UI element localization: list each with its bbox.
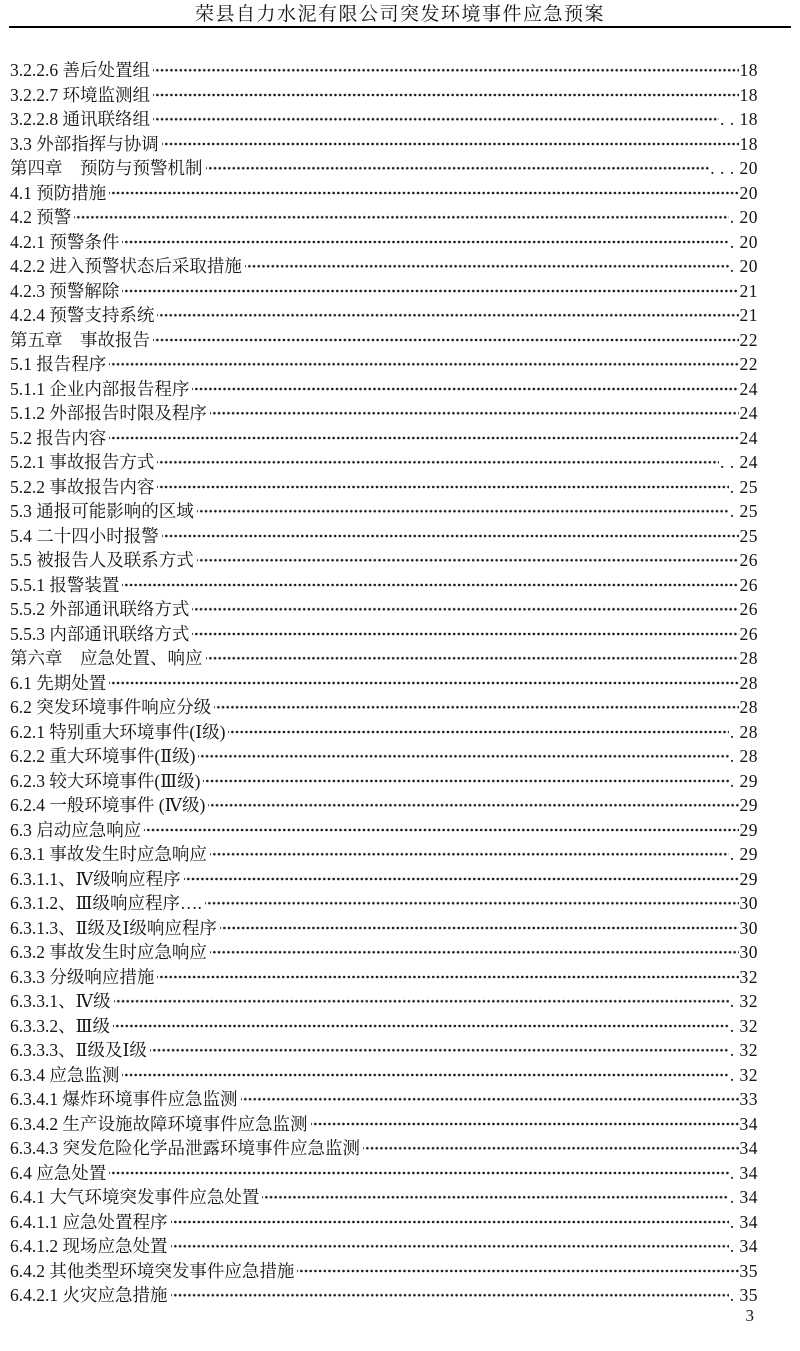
toc-entry-page: . 25 bbox=[729, 501, 758, 521]
toc-entry-label: 3.2.2.7 环境监测组 bbox=[10, 84, 150, 105]
toc-dot-leader bbox=[162, 132, 739, 157]
toc-entry-label: 3.2.2.8 通讯联络组 bbox=[10, 109, 150, 129]
toc-dot-leader bbox=[205, 891, 739, 916]
toc-dot-leader bbox=[157, 475, 728, 500]
toc-dot-leader bbox=[184, 867, 739, 892]
toc-dot-leader bbox=[228, 720, 728, 745]
toc-entry bbox=[10, 377, 758, 402]
toc-entry bbox=[10, 1087, 758, 1112]
toc-entry-page: 26 bbox=[739, 623, 758, 644]
toc-entry-label: 6.4.1.1 应急处置程序 bbox=[10, 1211, 168, 1232]
toc-dot-leader bbox=[206, 156, 710, 181]
toc-entry bbox=[10, 867, 758, 892]
toc-dot-leader bbox=[210, 842, 729, 867]
toc-entry-page: 29 bbox=[739, 868, 758, 889]
toc-entry-label: 6.3.1.2、Ⅲ级响应程序…. bbox=[10, 893, 202, 913]
toc-dot-leader bbox=[109, 181, 738, 206]
toc-dot-leader bbox=[192, 622, 738, 647]
toc-entry bbox=[10, 1185, 758, 1210]
toc-entry-page: . . 24 bbox=[720, 452, 758, 472]
toc-entry-page: . 32 bbox=[729, 1040, 758, 1060]
toc-entry-label: 5.1.2 外部报告时限及程序 bbox=[10, 403, 207, 423]
toc-entry bbox=[10, 352, 758, 377]
toc-entry-label: 6.4 应急处置 bbox=[10, 1162, 107, 1183]
toc-entry bbox=[10, 254, 758, 279]
toc-entry bbox=[10, 450, 758, 475]
toc-dot-leader bbox=[114, 989, 729, 1014]
toc-entry-label: 6.2.4 一般环境事件 (Ⅳ级) bbox=[10, 795, 206, 815]
toc-entry-label: 6.3.3.1、Ⅳ级 bbox=[10, 991, 111, 1011]
toc-entry-page: . 34 bbox=[729, 1211, 758, 1232]
toc-entry-page: 21 bbox=[739, 305, 758, 325]
toc-entry-page: . . . 20 bbox=[710, 158, 758, 178]
toc-entry bbox=[10, 132, 758, 157]
toc-entry-label: 6.3.4.2 生产设施故障环境事件应急监测 bbox=[10, 1113, 308, 1134]
toc-dot-leader bbox=[113, 1014, 729, 1039]
toc-entry-label: 5.2.2 事故报告内容 bbox=[10, 476, 155, 497]
toc-entry-label: 5.3 通报可能影响的区域 bbox=[10, 501, 194, 521]
toc-dot-leader bbox=[171, 1234, 729, 1259]
toc-dot-leader bbox=[171, 1210, 729, 1235]
toc-entry-label: 5.1.1 企业内部报告程序 bbox=[10, 378, 190, 399]
toc-entry-page: 30 bbox=[739, 917, 758, 938]
toc-entry bbox=[10, 524, 758, 549]
toc-entry-page: 32 bbox=[739, 966, 758, 987]
toc-entry-label: 5.5.1 报警装置 bbox=[10, 574, 120, 595]
toc-entry-label: 6.4.2 其他类型环境突发事件应急措施 bbox=[10, 1260, 295, 1281]
toc-dot-leader bbox=[241, 1087, 739, 1112]
toc-entry bbox=[10, 818, 758, 843]
toc-entry bbox=[10, 891, 758, 916]
toc-entry-label: 6.3 启动应急响应 bbox=[10, 819, 142, 840]
toc-entry-label: 第六章 应急处置、响应 bbox=[10, 648, 203, 668]
toc-entry bbox=[10, 573, 758, 598]
toc-entry-page: 34 bbox=[739, 1113, 758, 1134]
toc-entry-label: 4.2 预警 bbox=[10, 207, 72, 227]
toc-entry bbox=[10, 720, 758, 745]
toc-entry-label: 6.4.1.2 现场应急处置 bbox=[10, 1236, 168, 1256]
toc-entry-label: 第四章 预防与预警机制 bbox=[10, 158, 203, 178]
toc-dot-leader bbox=[144, 818, 738, 843]
toc-entry-page: 35 bbox=[739, 1260, 758, 1281]
toc-entry-label: 4.2.4 预警支持系统 bbox=[10, 305, 155, 325]
toc-entry bbox=[10, 769, 758, 794]
toc-entry bbox=[10, 548, 758, 573]
toc-entry-page: 28 bbox=[739, 648, 758, 668]
toc-entry bbox=[10, 230, 758, 255]
toc-entry bbox=[10, 1038, 758, 1063]
toc-dot-leader bbox=[157, 965, 738, 990]
toc-entry bbox=[10, 1136, 758, 1161]
toc-entry-label: 4.1 预防措施 bbox=[10, 182, 107, 203]
toc-dot-leader bbox=[297, 1259, 738, 1284]
toc-dot-leader bbox=[157, 450, 719, 475]
document-header bbox=[9, 0, 791, 28]
toc-entry-page: . 25 bbox=[729, 476, 758, 497]
toc-entry-label: 6.2.1 特别重大环境事件(Ⅰ级) bbox=[10, 721, 226, 742]
toc-dot-leader bbox=[153, 107, 719, 132]
toc-dot-leader bbox=[192, 377, 738, 402]
toc-entry bbox=[10, 1210, 758, 1235]
toc-entry-page: . 20 bbox=[729, 256, 758, 276]
toc-dot-leader bbox=[162, 524, 739, 549]
toc-entry-label: 6.3.3.2、Ⅲ级 bbox=[10, 1015, 111, 1036]
toc-entry-label: 第五章 事故报告 bbox=[10, 329, 150, 350]
toc-entry-page: 22 bbox=[739, 329, 758, 350]
toc-entry bbox=[10, 83, 758, 108]
toc-entry bbox=[10, 181, 758, 206]
toc-entry bbox=[10, 940, 758, 965]
toc-dot-leader bbox=[210, 940, 739, 965]
toc-entry-page: . 32 bbox=[729, 1064, 758, 1085]
toc-entry bbox=[10, 622, 758, 647]
toc-entry bbox=[10, 1259, 758, 1284]
toc-entry bbox=[10, 303, 758, 328]
toc-dot-leader bbox=[311, 1112, 739, 1137]
toc-entry-page: 29 bbox=[739, 795, 758, 815]
toc-entry-label: 6.3.2 事故发生时应急响应 bbox=[10, 942, 207, 962]
toc-entry-page: 28 bbox=[739, 697, 758, 717]
toc-entry-label: 6.3.3.3、Ⅱ级及Ⅰ级 bbox=[10, 1040, 147, 1060]
toc-entry-label: 4.2.3 预警解除 bbox=[10, 280, 120, 301]
toc-entry bbox=[10, 499, 758, 524]
toc-entry-page: 30 bbox=[739, 942, 758, 962]
toc-entry bbox=[10, 107, 758, 132]
toc-entry bbox=[10, 695, 758, 720]
toc-entry-page: 25 bbox=[739, 525, 758, 546]
toc-entry-label: 4.2.1 预警条件 bbox=[10, 231, 120, 252]
toc-entry-label: 6.1 先期处置 bbox=[10, 672, 107, 693]
toc-entry-page: 33 bbox=[739, 1089, 758, 1109]
toc-dot-leader bbox=[198, 744, 728, 769]
toc-entry-label: 5.5.3 内部通讯联络方式 bbox=[10, 623, 190, 644]
toc-entry-label: 6.4.2.1 火灾应急措施 bbox=[10, 1285, 168, 1305]
toc-entry-label: 5.4 二十四小时报警 bbox=[10, 525, 159, 546]
toc-entry bbox=[10, 1234, 758, 1259]
toc-entry bbox=[10, 793, 758, 818]
toc-dot-leader bbox=[122, 279, 738, 304]
toc-entry-label: 3.3 外部指挥与协调 bbox=[10, 133, 159, 154]
toc-entry-page: 34 bbox=[739, 1138, 758, 1158]
toc-entry bbox=[10, 58, 758, 83]
toc-entry-page: . 20 bbox=[729, 231, 758, 252]
toc-entry-page: . 29 bbox=[729, 770, 758, 791]
toc-dot-leader bbox=[150, 1038, 729, 1063]
toc-dot-leader bbox=[208, 793, 738, 818]
toc-entry-page: . . 18 bbox=[720, 109, 758, 129]
toc-dot-leader bbox=[262, 1185, 728, 1210]
toc-entry-label: 6.2 突发环境事件响应分级 bbox=[10, 697, 212, 717]
toc-entry-page: . 28 bbox=[729, 746, 758, 766]
toc-dot-leader bbox=[153, 328, 739, 353]
toc-entry-page: 20 bbox=[739, 182, 758, 203]
toc-entry-label: 5.5.2 外部通讯联络方式 bbox=[10, 599, 190, 619]
toc-entry-label: 6.3.1.1、Ⅳ级响应程序 bbox=[10, 868, 181, 889]
toc-dot-leader bbox=[210, 401, 739, 426]
toc-entry bbox=[10, 1112, 758, 1137]
toc-entry-page: . 32 bbox=[729, 991, 758, 1011]
toc-dot-leader bbox=[171, 1283, 729, 1308]
toc-entry-page: 29 bbox=[739, 819, 758, 840]
toc-entry-page: 18 bbox=[739, 133, 758, 154]
toc-entry-page: . 20 bbox=[729, 207, 758, 227]
toc-entry bbox=[10, 1014, 758, 1039]
toc-dot-leader bbox=[109, 426, 738, 451]
toc-entry bbox=[10, 328, 758, 353]
toc-dot-leader bbox=[220, 916, 739, 941]
toc-entry-label: 6.3.1.3、Ⅱ级及Ⅰ级响应程序 bbox=[10, 917, 217, 938]
toc-dot-leader bbox=[153, 58, 739, 83]
toc-dot-leader bbox=[203, 769, 728, 794]
toc-entry-label: 4.2.2 进入预警状态后采取措施 bbox=[10, 256, 242, 276]
toc-dot-leader bbox=[109, 1161, 729, 1186]
toc-entry-label: 6.2.3 较大环境事件(Ⅲ级) bbox=[10, 770, 201, 791]
toc-entry-page: 18 bbox=[739, 84, 758, 105]
toc-entry bbox=[10, 475, 758, 500]
toc-entry-page: 24 bbox=[739, 427, 758, 448]
toc-entry bbox=[10, 156, 758, 181]
toc-entry bbox=[10, 965, 758, 990]
toc-entry bbox=[10, 279, 758, 304]
toc-entry-page: . 34 bbox=[729, 1236, 758, 1256]
toc-entry-page: 22 bbox=[739, 354, 758, 374]
toc-dot-leader bbox=[214, 695, 738, 720]
toc-entry bbox=[10, 1283, 758, 1308]
toc-entry-page: 26 bbox=[739, 550, 758, 570]
toc-entry-label: 6.3.4 应急监测 bbox=[10, 1064, 120, 1085]
toc-entry bbox=[10, 205, 758, 230]
toc-entry bbox=[10, 916, 758, 941]
toc-entry-label: 6.4.1 大气环境突发事件应急处置 bbox=[10, 1187, 260, 1207]
toc-dot-leader bbox=[122, 573, 738, 598]
toc-entry-label: 3.2.2.6 善后处置组 bbox=[10, 60, 150, 80]
toc-entry-label: 5.2.1 事故报告方式 bbox=[10, 452, 155, 472]
toc-entry-page: 26 bbox=[739, 574, 758, 595]
toc-dot-leader bbox=[363, 1136, 739, 1161]
toc-entry-page: 28 bbox=[739, 672, 758, 693]
toc-entry-label: 5.5 被报告人及联系方式 bbox=[10, 550, 194, 570]
toc-entry bbox=[10, 597, 758, 622]
toc-entry bbox=[10, 744, 758, 769]
document-header-title: 荣县自力水泥有限公司突发环境事件应急预案 bbox=[194, 4, 605, 25]
toc-entry-page: 18 bbox=[739, 60, 758, 80]
toc-dot-leader bbox=[122, 230, 728, 255]
toc-entry-label: 5.2 报告内容 bbox=[10, 427, 107, 448]
toc-entry-page: 30 bbox=[739, 893, 758, 913]
toc-entry-page: 24 bbox=[739, 403, 758, 423]
toc-entry-page: . 35 bbox=[729, 1285, 758, 1305]
toc-entry bbox=[10, 842, 758, 867]
toc-entry-page: . 28 bbox=[729, 721, 758, 742]
toc-entry-label: 6.3.3 分级响应措施 bbox=[10, 966, 155, 987]
toc-entry-page: . 29 bbox=[729, 844, 758, 864]
toc-entry bbox=[10, 1063, 758, 1088]
toc-dot-leader bbox=[197, 548, 739, 573]
toc-dot-leader bbox=[122, 1063, 728, 1088]
toc-dot-leader bbox=[157, 303, 738, 328]
toc-dot-leader bbox=[109, 671, 738, 696]
toc-entry bbox=[10, 426, 758, 451]
toc-entry-page: . 34 bbox=[729, 1162, 758, 1183]
toc-entry bbox=[10, 646, 758, 671]
toc-dot-leader bbox=[74, 205, 729, 230]
page-number: 3 bbox=[745, 1306, 754, 1325]
toc-entry-label: 6.2.2 重大环境事件(Ⅱ级) bbox=[10, 746, 196, 766]
toc-dot-leader bbox=[206, 646, 739, 671]
toc-entry bbox=[10, 1161, 758, 1186]
toc-entry-label: 5.1 报告程序 bbox=[10, 354, 107, 374]
table-of-contents bbox=[10, 58, 758, 1308]
toc-dot-leader bbox=[197, 499, 729, 524]
toc-entry bbox=[10, 401, 758, 426]
toc-entry-page: 24 bbox=[739, 378, 758, 399]
toc-entry-page: 26 bbox=[739, 599, 758, 619]
toc-entry bbox=[10, 671, 758, 696]
toc-entry-page: 21 bbox=[739, 280, 758, 301]
toc-dot-leader bbox=[192, 597, 738, 622]
toc-entry-label: 6.3.1 事故发生时应急响应 bbox=[10, 844, 207, 864]
toc-dot-leader bbox=[245, 254, 729, 279]
toc-dot-leader bbox=[109, 352, 738, 377]
toc-entry-page: . 34 bbox=[729, 1187, 758, 1207]
toc-entry-page: . 32 bbox=[729, 1015, 758, 1036]
toc-entry-label: 6.3.4.3 突发危险化学品泄露环境事件应急监测 bbox=[10, 1138, 360, 1158]
toc-entry bbox=[10, 989, 758, 1014]
toc-dot-leader bbox=[153, 83, 739, 108]
toc-entry-label: 6.3.4.1 爆炸环境事件应急监测 bbox=[10, 1089, 238, 1109]
